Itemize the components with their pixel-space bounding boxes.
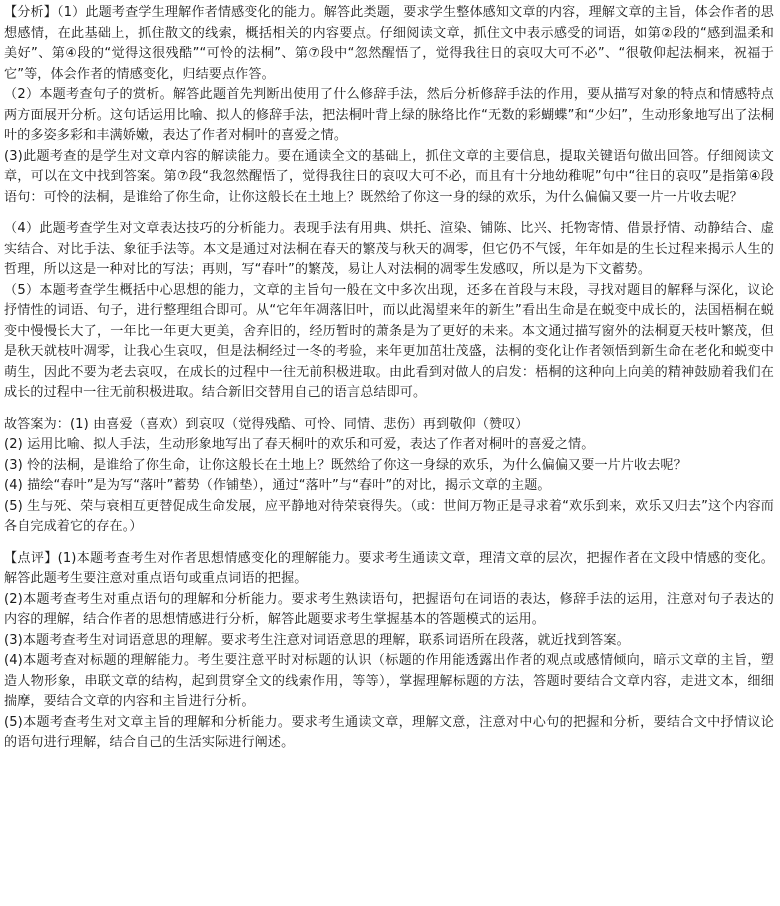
analysis-paragraph-2: （2）本题考查句子的赏析。解答此题首先判断出使用了什么修辞手法，然后分析修辞手法的作用，要从描写对象的特点和情感特点两方面展开分析。这句话运用比喻、拟人的修辞手法，把法桐叶背上绿的脉络比作“无数的彩蝴蝶”和“少妇”，生动形象地写出了法桐叶的多姿多彩和丰满娇嫩，表达了作者对桐叶的喜爱之情。 <box>4 87 774 143</box>
answer-5: (5) 生与死、荣与衰相互更替促成生命发展，应平静地对待荣衰得失。（或：世间万物正是寻求着“欢乐到来，欢乐又归去”这个内容而各自完成着它的存在。） <box>4 498 774 534</box>
section-gap <box>4 538 774 549</box>
analysis-paragraph-3: (3)此题考查的是学生对文章内容的解读能力。要在通读全文的基础上，抓住文章的主要信息，提取关键语句做出回答。仔细阅读文章，可以在文中找到答案。第⑦段“我忽然醒悟了，觉得我往日的哀叹大可不必，而且有十分地幼稚呢”句中“往日的哀叹”是指第④段语句：可怜的法桐，是谁给了你生命，让你这般长在土地上？既然给了你这一身的绿的欢乐，为什么偏偏又要一片一片收去呢？ <box>4 148 774 205</box>
comment-5: (5)本题考查考生对文章主旨的理解和分析能力。要求考生通读文章，理解文意，注意对中心句的把握和分析，要结合文中抒情议论的语句进行理解，结合自己的生活实际进行阐述。 <box>4 714 774 750</box>
answer-4: (4) 描绘“春叶”是为写“落叶”蓄势（作铺垫），通过“落叶”与“春叶”的对比，揭示文章的主题。 <box>4 478 551 493</box>
answer-3: (3) 怜的法桐，是谁给了你生命，让你这般长在土地上？既然给了你这一身绿的欢乐，为什么偏偏又要一片片收去呢？ <box>4 457 687 473</box>
analysis-paragraph-5: （5）本题考查学生概括中心思想的能力，文章的主旨句一般在文中多次出现，还多在首段与末段，寻找对题目的解释与深化，议论抒情性的词语、句子，进行整理组合即可。从“它年年凋落旧叶，而以此渴望来年的新生”看出生命是在蜕变中成长的，法国梧桐在蜕变中慢慢长大了，一年比一年更大更美，舍弃旧的，经历暂时的萧条是为了更好的未来。本文通过描写窗外的法桐夏天枝叶繁茂，但是秋天就枝叶凋零，让我心生哀叹，但是法桐经过一冬的考验，来年更加茁壮茂盛，法桐的变化让作者领悟到新生命在老化和蜕变中萌生，因此不要为老去哀叹，在成长的过程中一往无前积极进取。由此看到对做人的启发：梧桐的这种向上向美的精神鼓励着我们在成长的过程中一往无前积极进取。结合新旧交替用自己的语言总结即可。 <box>4 282 774 400</box>
comment-2: (2)本题考查考生对重点语句的理解和分析能力。要求考生熟读语句，把握语句在词语的表达，修辞手法的运用，注意对句子表达的内容的理解，结合作者的思想情感进行分析，解答此题要求考生掌握基本的答题模式的运用。 <box>4 591 774 627</box>
comment-3: (3)本题考查考生对词语意思的理解。要求考生注意对词语意思的理解，联系词语所在段落，就近找到答案。 <box>4 632 630 648</box>
comment-4: (4)本题考查对标题的理解能力。考生要注意平时对标题的认识（标题的作用能透露出作者的观点或感情倾向，暗示文章的主旨，塑造人物形象，串联文章的结构，起到贯穿全文的线索作用，等等），掌握理解标题的方法，答题时要结合文章内容，走进文本，细细揣摩，要结合文章的内容和主旨进行分析。 <box>4 653 774 709</box>
comment-1: 【点评】(1)本题考查考生对作者思想情感变化的理解能力。要求考生通读文章，理清文章的层次，把握作者在文段中情感的变化。解答此题考生要注意对重点语句或重点词语的把握。 <box>4 550 774 586</box>
analysis-paragraph-1: 【分析】（1）此题考查学生理解作者情感变化的能力。解答此类题，要求学生整体感知文章的内容，理解文章的主旨，体会作者的思想感情，在此基础上，抓住散文的线索，概括相关的内容要点。仔细阅读文章，抓住文中表示感受的词语，如第②段的“感到温柔和美好”、第④段的“觉得这很残酷”“可怜的法桐”、第⑦段中“忽然醒悟了，觉得我往日的哀叹大可不必”、“很敬仰起法桐来，祝福于它”等，体会作者的情感变化，归结要点作答。 <box>4 5 774 82</box>
comments-section <box>4 549 774 754</box>
answer-2: (2) 运用比喻、拟人手法，生动形象地写出了春天桐叶的欢乐和可爱，表达了作者对桐叶的喜爱之情。 <box>4 437 595 452</box>
answer-1: 故答案为：(1) 由喜爱（喜欢）到哀叹（觉得残酷、可怜、同情、悲伤）再到敬仰（赞叹） <box>4 416 529 432</box>
analysis-section <box>4 3 774 404</box>
analysis-paragraph-4: （4）此题考查学生对文章表达技巧的分析能力。表现手法有用典、烘托、渲染、铺陈、比兴、托物寄情、借景抒情、动静结合、虚实结合、对比手法、象征手法等。本文是通过对法桐在春天的繁茂与秋天的凋零，但它仍不气馁，年年如是的生长过程来揭示人生的哲理，所以这是一种对比的写法；再则，写“春叶”的繁茂，易让人对法桐的凋零生发感叹，所以是为下文蓄势。 <box>4 221 774 277</box>
answers-section <box>4 415 774 538</box>
section-gap <box>4 404 774 415</box>
paragraph-gap <box>4 208 774 219</box>
